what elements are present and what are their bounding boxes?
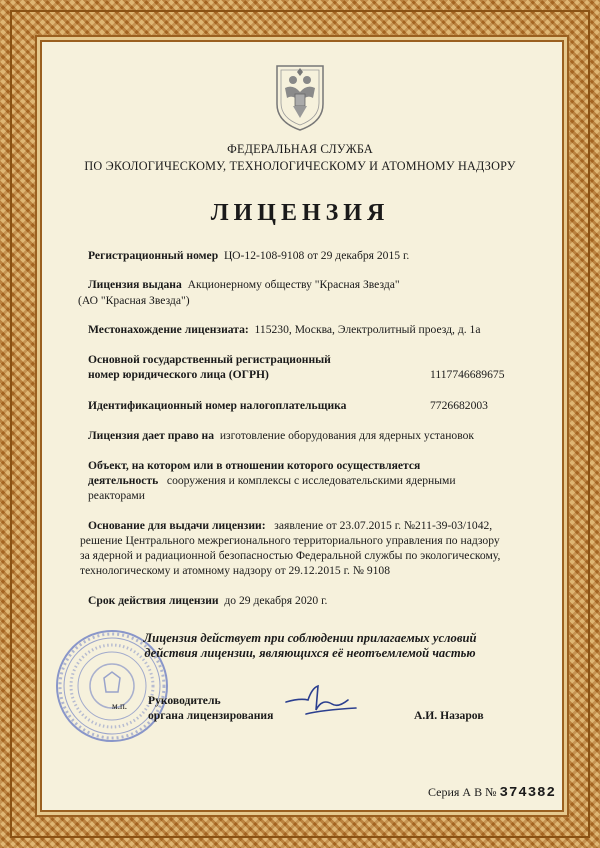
- inn-label: Идентификационный номер налогоплательщика: [88, 399, 347, 412]
- agency-name-line2: ПО ЭКОЛОГИЧЕСКОМУ, ТЕХНОЛОГИЧЕСКОМУ И АТОМНОМУ НАДЗОРУ: [84, 159, 516, 173]
- signatory-name: А.И. Назаров: [414, 709, 484, 722]
- issued-to-label: Лицензия выдана: [88, 278, 182, 291]
- basis-row: [88, 518, 548, 534]
- object-value-line2: реакторами: [88, 489, 145, 502]
- inn-value: 7726682003: [430, 399, 488, 412]
- validity-label: Срок действия лицензии: [88, 594, 219, 607]
- basis-line4: технологическому и атомному надзору от 29.12.2015 г. № 9108: [80, 564, 391, 577]
- right-value: изготовление оборудования для ядерных установок: [219, 429, 475, 442]
- series-number: [428, 785, 556, 801]
- object-label-line2: деятельность: [88, 474, 159, 487]
- basis-label: Основание для выдачи лицензии:: [88, 519, 266, 532]
- object-label-line1: Объект, на котором или в отношении которого осуществляется: [88, 459, 421, 472]
- basis-line2: решение Центрального межрегионального территориального управления по надзору: [80, 534, 500, 547]
- stamp-place-mark: м.п.: [112, 701, 128, 711]
- handwritten-signature: [282, 680, 362, 720]
- location-row: [88, 322, 548, 338]
- object-value-line1: сооружения и комплексы с исследовательскими ядерными: [166, 474, 456, 487]
- issued-to-row: [88, 277, 548, 293]
- series-number-value: 374382: [499, 785, 556, 801]
- conditions-line1: Лицензия действует при соблюдении прилагаемых условий: [143, 631, 477, 645]
- object-row: [88, 473, 548, 489]
- basis-line1: заявление от 23.07.2015 г. №211-39-03/1042,: [274, 519, 493, 532]
- document-title: ЛИЦЕНЗИЯ: [210, 200, 390, 226]
- validity-value: до 29 декабря 2020 г.: [224, 594, 328, 607]
- issued-to-short-name: (АО "Красная Звезда"): [78, 294, 190, 307]
- issued-to-value: Акционерному обществу "Красная Звезда": [187, 278, 400, 291]
- coat-of-arms-emblem: [273, 62, 327, 132]
- signatory-role-line1: Руководитель: [148, 694, 221, 707]
- conditions-line2: действия лицензии, являющихся её неотъемлемой частью: [144, 646, 476, 660]
- series-label: Серия А В №: [428, 785, 497, 799]
- registration-row: [88, 248, 548, 264]
- registration-label: Регистрационный номер: [88, 249, 219, 262]
- location-label: Местонахождение лицензиата:: [88, 323, 249, 336]
- basis-line3: за ядерной и радиационной безопасностью Федеральной службы по экологическому,: [80, 549, 501, 562]
- right-row: [88, 428, 548, 444]
- ogrn-label-line2: номер юридического лица (ОГРН): [88, 368, 269, 381]
- validity-row: [88, 593, 548, 609]
- agency-name-line1: ФЕДЕРАЛЬНАЯ СЛУЖБА: [227, 142, 373, 156]
- signatory-role-line2: органа лицензирования: [148, 709, 274, 722]
- ogrn-value: 1117746689675: [430, 368, 505, 381]
- right-label: Лицензия дает право на: [88, 429, 215, 442]
- registration-value: ЦО-12-108-9108 от 29 декабря 2015 г.: [223, 249, 410, 262]
- ogrn-label-line1: Основной государственный регистрационный: [88, 353, 331, 366]
- location-value: 115230, Москва, Электролитный проезд, д. 1а: [254, 323, 481, 336]
